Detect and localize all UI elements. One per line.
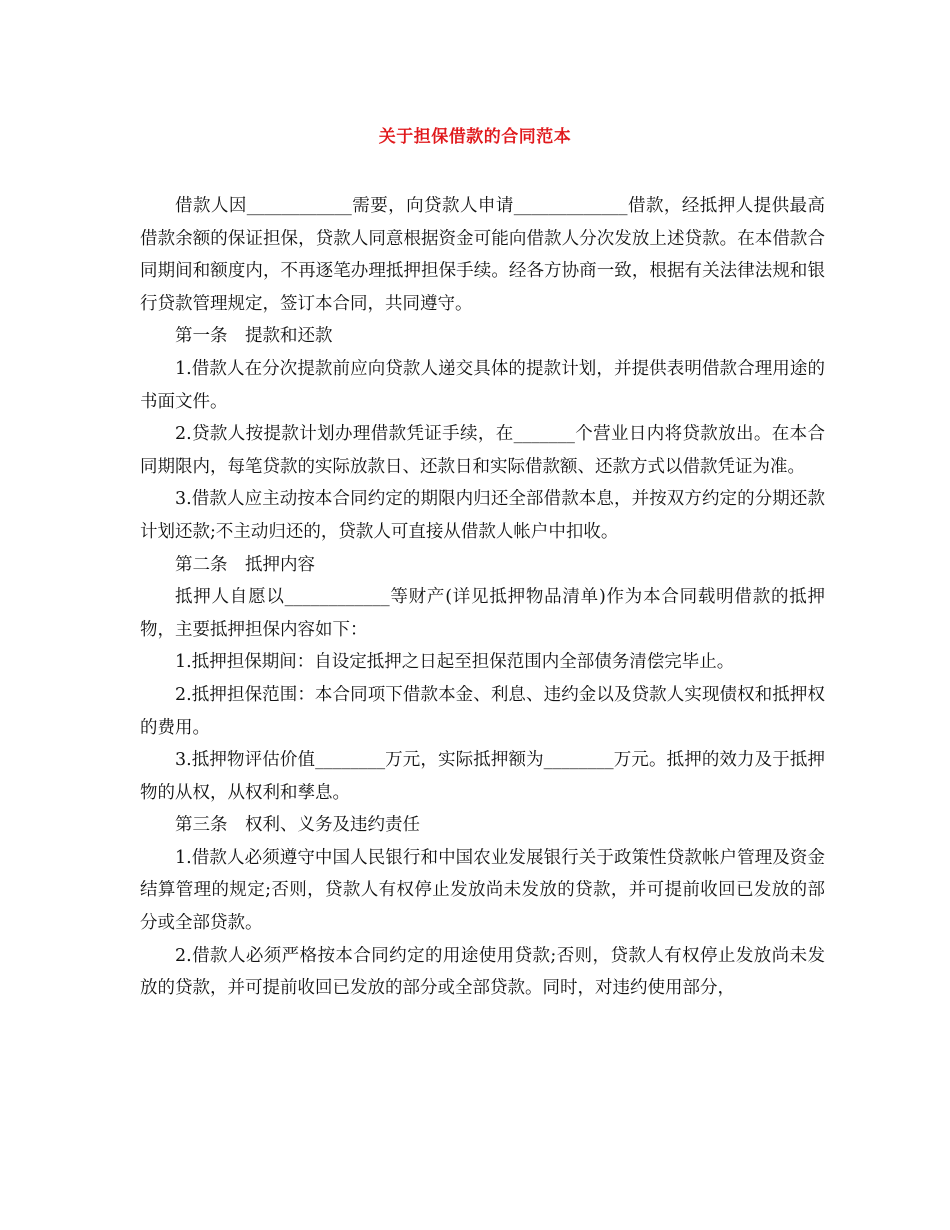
article-1-clause-1: 1.借款人在分次提款前应向贷款人递交具体的提款计划，并提供表明借款合理用途的书面文件。 — [140, 358, 825, 412]
article-1-clause-2: 2.贷款人按提款计划办理借款凭证手续，在_______个营业日内将贷款放出。在本合同期限内，每笔贷款的实际放款日、还款日和实际借款额、还款方式以借款凭证为准。 — [140, 424, 825, 477]
article-2-clause-1: 1.抵押担保期间：自设定抵押之日起至担保范围内全部债务清偿完毕止。 — [175, 652, 735, 673]
article-3-clause-1: 1.借款人必须遵守中国人民银行和中国农业发展银行关于政策性贷款帐户管理及资金结算管理的规定;否则，贷款人有权停止发放尚未发放的贷款，并可提前收回已发放的部分或全部贷款。 — [140, 847, 825, 934]
article-3-clause-2: 2.借款人必须严格按本合同约定的用途使用贷款;否则，贷款人有权停止发放尚未发放的贷款，并可提前收回已发放的部分或全部贷款。同时，对违约使用部分， — [140, 945, 825, 999]
article-2-clause-2: 2.抵押担保范围：本合同项下借款本金、利息、违约金以及贷款人实现债权和抵押权的费用。 — [140, 684, 825, 738]
document-body — [140, 190, 825, 1005]
article-3-heading: 第三条 权利、义务及违约责任 — [175, 815, 420, 836]
intro-paragraph: 借款人因____________需要，向贷款人申请_____________借款，经抵押人提供最高借款余额的保证担保，贷款人同意根据资金可能向借款人分次发放上述贷款。在本借款合同期间和额度内，不再逐笔办理抵押担保手续。经各方协商一致，根据有关法律法规和银行贷款管理规定，签订本合同，共同遵守。 — [140, 196, 825, 314]
article-1-heading: 第一条 提款和还款 — [175, 326, 333, 347]
article-1-clause-3: 3.借款人应主动按本合同约定的期限内归还全部借款本息，并按双方约定的分期还款计划还款;不主动归还的，贷款人可直接从借款人帐户中扣收。 — [140, 489, 825, 542]
article-2-heading: 第二条 抵押内容 — [175, 554, 315, 575]
document-title: 关于担保借款的合同范本 — [378, 127, 572, 147]
article-2-intro: 抵押人自愿以____________等财产(详见抵押物品清单)作为本合同载明借款的抵押物，主要抵押担保内容如下： — [140, 587, 825, 640]
article-2-clause-3: 3.抵押物评估价值________万元，实际抵押额为________万元。抵押的效力及于抵押物的从权，从权利和孳息。 — [140, 750, 825, 803]
